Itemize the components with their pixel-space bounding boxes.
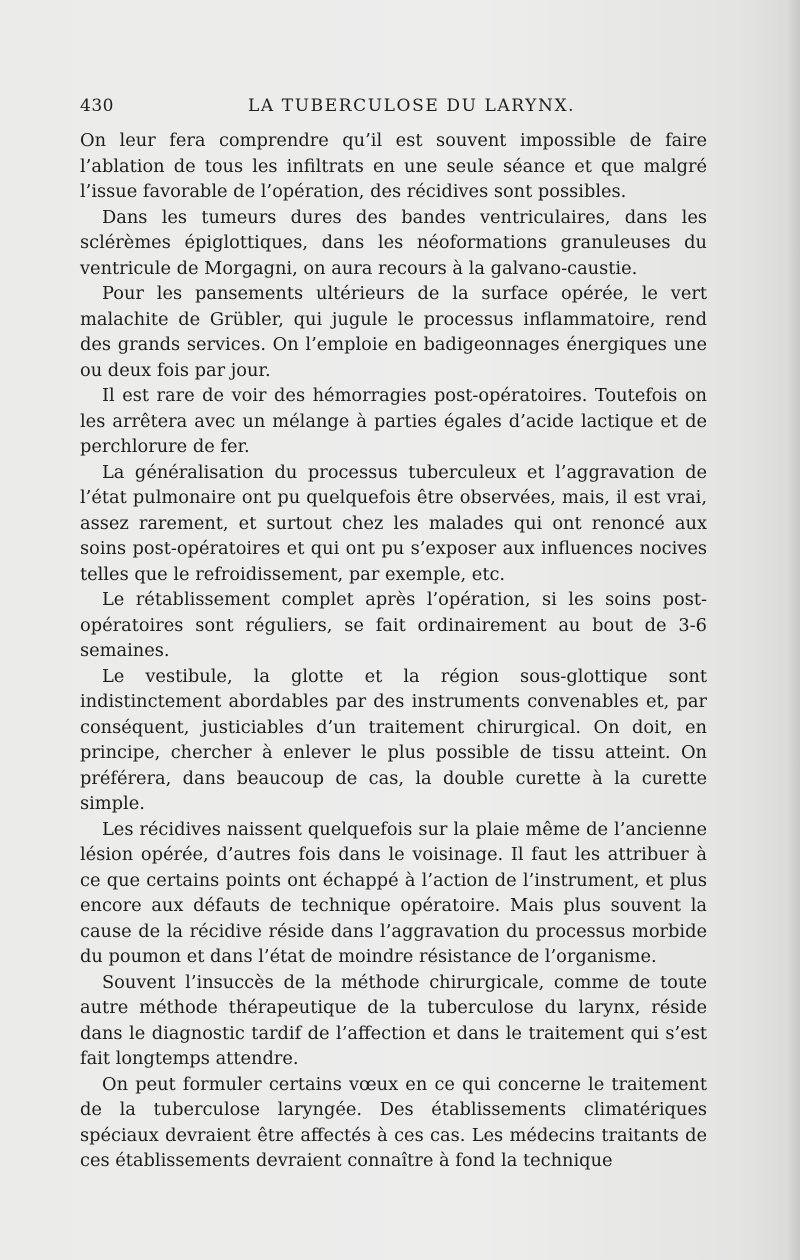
paragraph: Dans les tumeurs dures des bandes ventriculaires, dans les sclérèmes épiglottiques, dans les néoformations granuleuses du ventricule de Morgagni, on aura recours à la galvano-caustie. <box>80 206 707 279</box>
paragraph: Le vestibule, la glotte et la région sous-glottique sont indistinctement abordables par des instruments convenables et, par conséquent, justiciables d’un traitement chirurgical. On doit, en principe, chercher à enlever le plus possible de tissu atteint. On préférera, dans beaucoup de cas, la double curette à la curette simple. <box>80 665 707 814</box>
paragraph: On peut formuler certains vœux en ce qui concerne le traitement de la tuberculose laryngée. Des établissements climatériques spéciaux devraient être affectés à ces cas. Les médecins traitants de ces établissements devraient connaître à fond la technique <box>80 1073 707 1171</box>
body-text <box>80 128 707 1174</box>
page-edge-shadow <box>786 0 800 1260</box>
page-number: 430 <box>80 96 114 116</box>
paragraph: On leur fera comprendre qu’il est souvent impossible de faire l’ablation de tous les infiltrats en une seule séance et que malgré l’issue favorable de l’opération, des récidives sont possibles. <box>80 130 707 202</box>
paragraph: Le rétablissement complet après l’opération, si les soins post-opératoires sont réguliers, se fait ordinairement au bout de 3-6 semaines. <box>80 589 707 661</box>
paragraph: Pour les pansements ultérieurs de la surface opérée, le vert malachite de Grübler, qui jugule le processus inflammatoire, rend des grands services. On l’emploie en badigeonnages énergiques une ou deux fois par jour. <box>80 283 707 381</box>
paragraph: Les récidives naissent quelquefois sur la plaie même de l’ancienne lésion opérée, d’autres fois dans le voisinage. Il faut les attribuer à ce que certains points ont échappé à l’action de l’instrument, et plus encore aux défauts de technique opératoire. Mais plus souvent la cause de la récidive réside dans l’aggravation du processus morbide du poumon et dans l’état de moindre résistance de l’organisme. <box>80 818 707 967</box>
running-head <box>80 96 708 124</box>
paragraph: Souvent l’insuccès de la méthode chirurgicale, comme de toute autre méthode thérapeutique de la tuberculose du larynx, réside dans le diagnostic tardif de l’affection et dans le traitement qui s’est fait longtemps attendre. <box>80 971 707 1069</box>
running-title: LA TUBERCULOSE DU LARYNX. <box>248 96 576 116</box>
paragraph: Il est rare de voir des hémorragies post-opératoires. Toutefois on les arrêtera avec un mélange à parties égales d’acide lactique et de perchlorure de fer. <box>80 385 707 457</box>
paragraph: La généralisation du processus tuberculeux et l’aggravation de l’état pulmonaire ont pu quelquefois être observées, mais, il est vrai, assez rarement, et surtout chez les malades qui ont renoncé aux soins post-opératoires et qui ont pu s’exposer aux influences nocives telles que le refroidissement, par exemple, etc. <box>80 461 707 585</box>
